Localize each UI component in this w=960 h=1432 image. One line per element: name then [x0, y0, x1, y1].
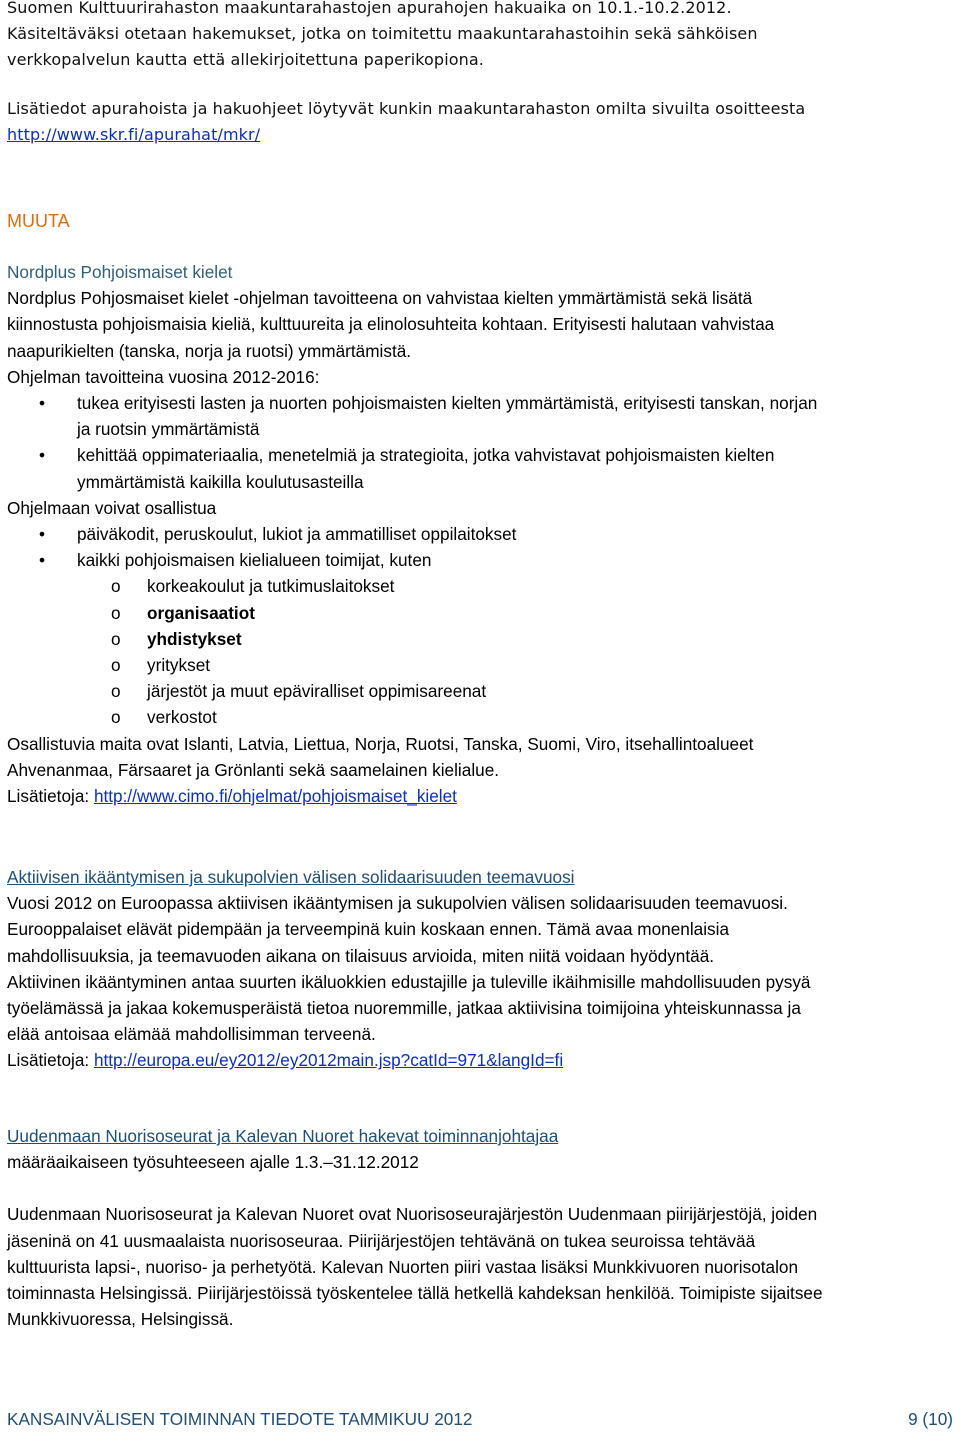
- goal-item-cont: ja ruotsin ymmärtämistä: [77, 419, 260, 440]
- subitem: o verkostot: [7, 704, 817, 730]
- subitem: o yhdistykset: [7, 626, 817, 652]
- goal-item: • kehittää oppimateriaalia, menetelmiä ja strategioita, jotka vahvistavat pohjoismaisten kielten: [7, 442, 817, 468]
- aging-line: mahdollisuuksia, ja teemavuoden aikana on tilaisuus arvioida, miten niitä voidaan hyödyntää.: [7, 945, 715, 966]
- job-section: [7, 1123, 823, 1332]
- aging-section: [7, 864, 810, 1074]
- aging-title: Aktiivisen ikääntymisen ja sukupolvien välisen solidaarisuuden teemavuosi: [7, 867, 575, 887]
- muuta-heading: MUUTA: [7, 211, 70, 231]
- goal-item: • tukea erityisesti lasten ja nuorten pohjoismaisten kielten ymmärtämistä, erityisesti tanskan, norjan: [7, 390, 817, 416]
- subitem: o korkeakoulut ja tutkimuslaitokset: [7, 573, 817, 599]
- goals-heading: Ohjelman tavoitteina vuosina 2012-2016:: [7, 366, 320, 387]
- job-line: kulttuurista lapsi-, nuoriso- ja perhetyötä. Kalevan Nuorten piiri vastaa lisäksi Munkkivuoren nuorisotalon: [7, 1256, 799, 1277]
- footer-title: KANSAINVÄLISEN TOIMINNAN TIEDOTE TAMMIKUU 2012: [7, 1409, 473, 1429]
- job-line: toiminnasta Helsingissä. Piirijärjestöissä työskentelee tällä hetkellä kahdeksan henkilöä. Toimipiste sijaitsee: [7, 1283, 823, 1304]
- aging-line: Vuosi 2012 on Euroopassa aktiivisen ikääntymisen ja sukupolvien välisen solidaarisuuden teemavuosi.: [7, 893, 788, 914]
- participant-item: • kaikki pohjoismaisen kielialueen toimijat, kuten: [7, 547, 817, 573]
- circle-bullet-icon: o: [111, 655, 121, 676]
- job-line: Munkkivuoressa, Helsingissä.: [7, 1309, 234, 1330]
- aging-line: elää antoisaa elämää mahdollisimman terveenä.: [7, 1024, 376, 1045]
- countries-line: Osallistuvia maita ovat Islanti, Latvia, Liettua, Norja, Ruotsi, Tanska, Suomi, Viro, itsehallintoalueet: [7, 733, 754, 754]
- nordplus-title: Nordplus Pohjoismaiset kielet: [7, 262, 233, 282]
- circle-bullet-icon: o: [111, 576, 121, 597]
- participants-heading: Ohjelmaan voivat osallistua: [7, 497, 217, 518]
- circle-bullet-icon: o: [111, 681, 121, 702]
- job-subtitle: määräaikaiseen työsuhteeseen ajalle 1.3.–31.12.2012: [7, 1152, 419, 1173]
- aging-info: Lisätietoja: http://europa.eu/ey2012/ey2012main.jsp?catId=971&langId=fi: [7, 1050, 564, 1071]
- page-number: 9 (10): [908, 1409, 953, 1429]
- job-line: jäseninä on 41 uusmaalaista nuorisoseuraa. Piirijärjestöjen tehtävänä on tukea seuroissa tehtävää: [7, 1230, 756, 1251]
- intro-info-line: Lisätiedot apurahoista ja hakuohjeet löytyvät kunkin maakuntarahaston omilta sivuilta osoitteesta: [7, 98, 806, 118]
- aging-line: Eurooppalaiset elävät pidempään ja terveempinä kuin koskaan ennen. Tämä avaa monenlaisia: [7, 919, 730, 940]
- bullet-icon: •: [39, 550, 46, 571]
- circle-bullet-icon: o: [111, 628, 121, 649]
- bullet-icon: •: [39, 524, 46, 545]
- europa-link[interactable]: http://europa.eu/ey2012/ey2012main.jsp?catId=971&langId=fi: [93, 1050, 564, 1071]
- job-line: Uudenmaan Nuorisoseurat ja Kalevan Nuoret ovat Nuorisoseurajärjestön Uudenmaan piirijärjestöjä, joiden: [7, 1204, 818, 1225]
- subitem: o yritykset: [7, 652, 817, 678]
- countries-line: Ahvenanmaa, Färsaaret ja Grönlanti sekä saamelainen kielialue.: [7, 759, 500, 780]
- intro-section: [7, 0, 805, 148]
- circle-bullet-icon: o: [111, 602, 121, 623]
- bullet-icon: •: [39, 393, 46, 414]
- intro-line: verkkopalvelun kautta että allekirjoitettuna paperikopiona.: [7, 50, 484, 70]
- participant-item: • päiväkodit, peruskoulut, lukiot ja ammatilliset oppilaitokset: [7, 521, 817, 547]
- cimo-link[interactable]: http://www.cimo.fi/ohjelmat/pohjoismaiset_kielet: [93, 786, 457, 807]
- skr-link[interactable]: http://www.skr.fi/apurahat/mkr/: [7, 124, 261, 144]
- goal-item-cont: ymmärtämistä kaikilla koulutusasteilla: [77, 471, 364, 492]
- aging-line: työelämässä ja jakaa kokemusperäistä tietoa nuoremmille, jatkaa aktiivisina toimijoina yhteiskunnassa ja: [7, 998, 801, 1019]
- nordplus-line: kiinnostusta pohjoismaisia kieliä, kulttuureita ja elinolosuhteita kohtaan. Erityisesti halutaan vahvistaa: [7, 314, 775, 335]
- subitem: o organisaatiot: [7, 600, 817, 626]
- aging-line: Aktiivinen ikääntyminen antaa suurten ikäluokkien edustajille ja tuleville ikäihmisille mahdollisuuden pysyä: [7, 971, 811, 992]
- nordplus-info: Lisätietoja: http://www.cimo.fi/ohjelmat/pohjoismaiset_kielet: [7, 786, 457, 807]
- nordplus-line: Nordplus Pohjosmaiset kielet -ohjelman tavoitteena on vahvistaa kielten ymmärtämistä sekä lisätä: [7, 288, 753, 309]
- nordplus-section: [7, 259, 817, 809]
- job-title: Uudenmaan Nuorisoseurat ja Kalevan Nuoret hakevat toiminnanjohtajaa: [7, 1126, 559, 1146]
- page-footer: [7, 1406, 953, 1432]
- bullet-icon: •: [39, 445, 46, 466]
- circle-bullet-icon: o: [111, 707, 121, 728]
- subitem: o järjestöt ja muut epäviralliset oppimisareenat: [7, 678, 817, 704]
- intro-line: Suomen Kulttuurirahaston maakuntarahastojen apurahojen hakuaika on 10.1.-10.2.2012.: [7, 0, 732, 17]
- intro-line: Käsiteltäväksi otetaan hakemukset, jotka on toimitettu maakuntarahastoihin sekä sähköisen: [7, 24, 758, 44]
- nordplus-line: naapurikielten (tanska, norja ja ruotsi) ymmärtämistä.: [7, 340, 412, 361]
